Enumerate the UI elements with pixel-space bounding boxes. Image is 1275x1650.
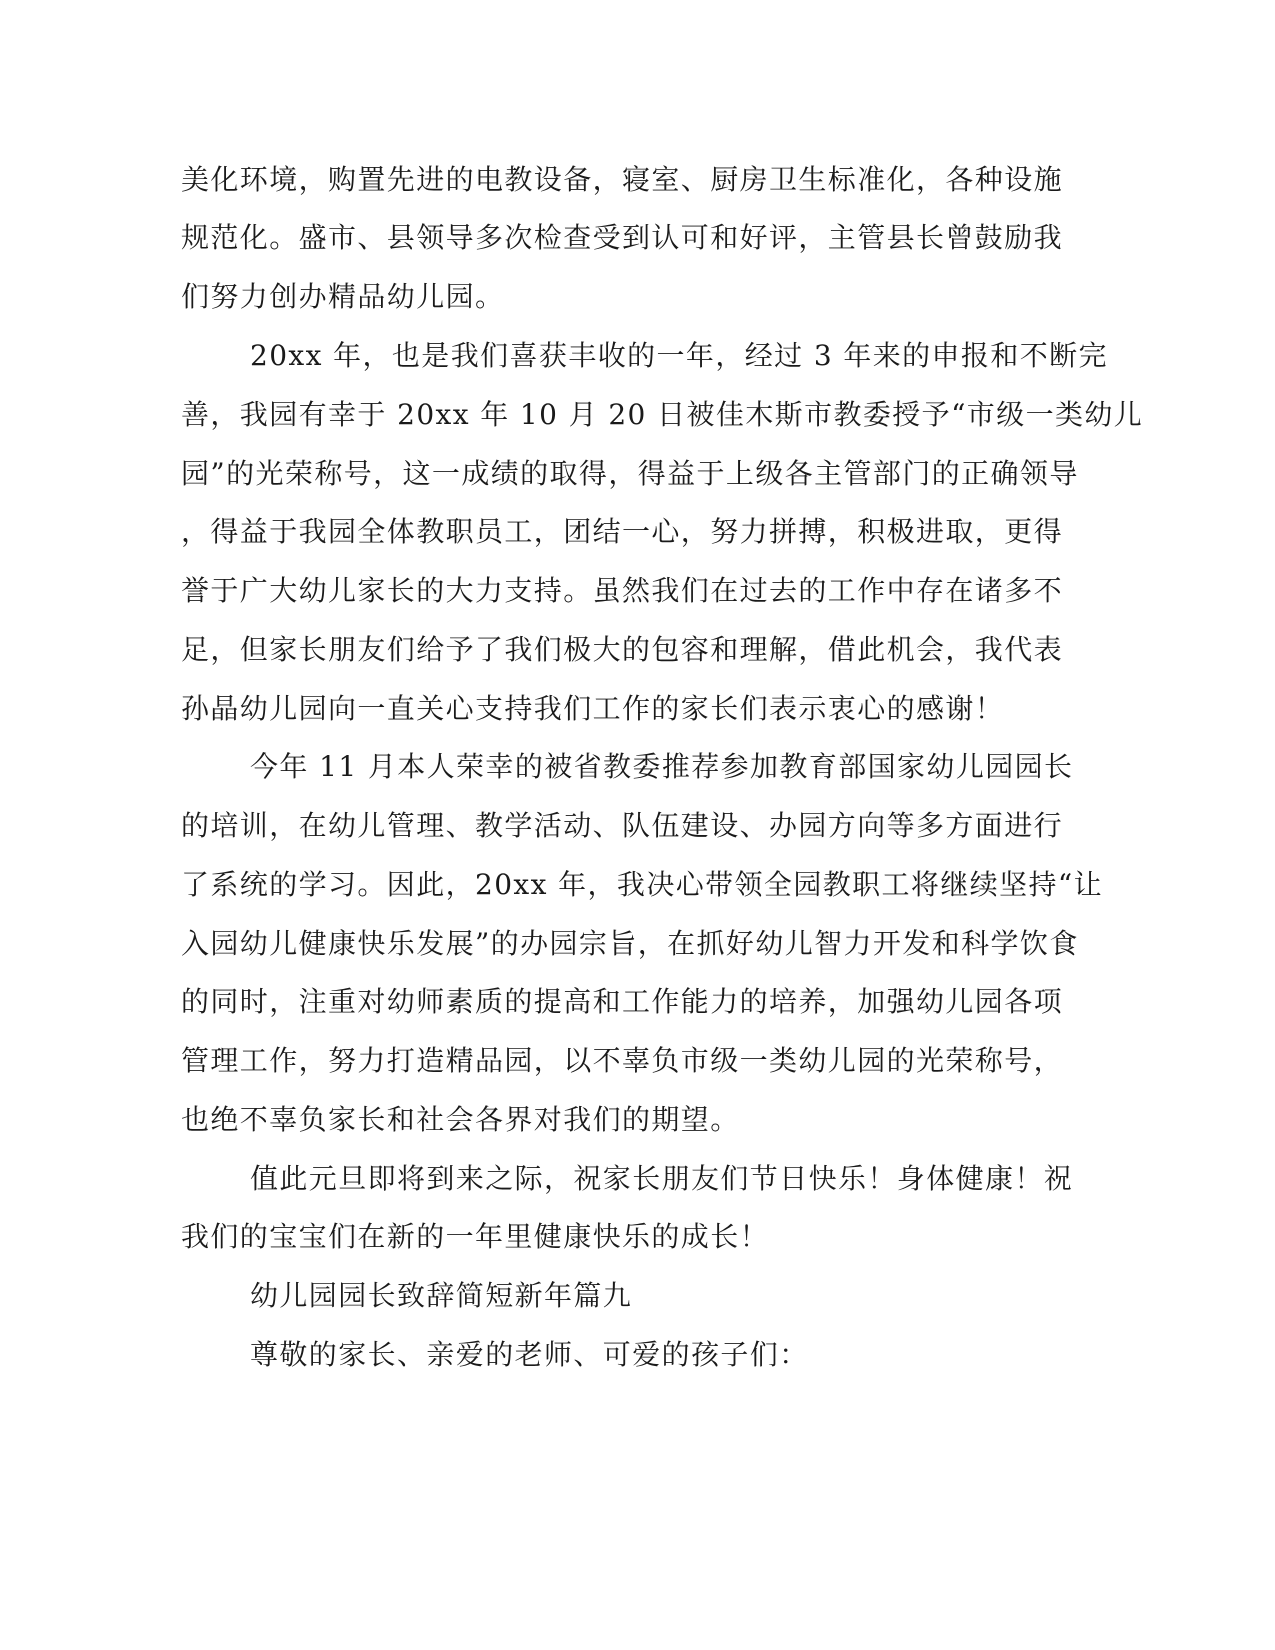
text-line: 孙晶幼儿园向一直关心支持我们工作的家长们表示衷心的感谢！	[181, 692, 1005, 725]
paragraph-start-line: 今年 11 月本人荣幸的被省教委推荐参加教育部国家幼儿园园长	[250, 750, 1074, 783]
text-line: 了系统的学习。因此，20xx 年，我决心带领全园教职工将继续坚持“让	[181, 868, 1104, 901]
text-line: 们努力创办精品幼儿园。	[181, 280, 505, 313]
text-line: 足，但家长朋友们给予了我们极大的包容和理解，借此机会，我代表	[181, 633, 1064, 666]
text-line: 管理工作，努力打造精品园，以不辜负市级一类幼儿园的光荣称号，	[181, 1044, 1064, 1077]
text-line: 规范化。盛市、县领导多次检查受到认可和好评，主管县长曾鼓励我	[181, 221, 1064, 254]
salutation-line: 尊敬的家长、亲爱的老师、可爱的孩子们：	[250, 1338, 809, 1371]
text-line: 入园幼儿健康快乐发展”的办园宗旨，在抓好幼儿智力开发和科学饮食	[181, 927, 1079, 960]
text-line: 我们的宝宝们在新的一年里健康快乐的成长！	[181, 1220, 770, 1253]
text-line: 园”的光荣称号，这一成绩的取得，得益于上级各主管部门的正确领导	[181, 457, 1079, 490]
text-line: 美化环境，购置先进的电教设备，寝室、厨房卫生标准化，各种设施	[181, 163, 1064, 196]
paragraph-start-line: 20xx 年，也是我们喜获丰收的一年，经过 3 年来的申报和不断完	[250, 339, 1108, 372]
text-line: 的同时，注重对幼师素质的提高和工作能力的培养，加强幼儿园各项	[181, 985, 1064, 1018]
text-line: ，得益于我园全体教职员工，团结一心，努力拼搏，积极进取，更得	[181, 515, 1064, 548]
text-line: 誉于广大幼儿家长的大力支持。虽然我们在过去的工作中存在诸多不	[181, 574, 1064, 607]
text-line: 善，我园有幸于 20xx 年 10 月 20 日被佳木斯市教委授予“市级一类幼儿	[181, 398, 1144, 431]
paragraph-start-line: 值此元旦即将到来之际，祝家长朋友们节日快乐！身体健康！祝	[250, 1162, 1074, 1195]
text-line: 的培训，在幼儿管理、教学活动、队伍建设、办园方向等多方面进行	[181, 809, 1064, 842]
section-heading: 幼儿园园长致辞简短新年篇九	[250, 1279, 633, 1312]
text-line: 也绝不辜负家长和社会各界对我们的期望。	[181, 1103, 740, 1136]
